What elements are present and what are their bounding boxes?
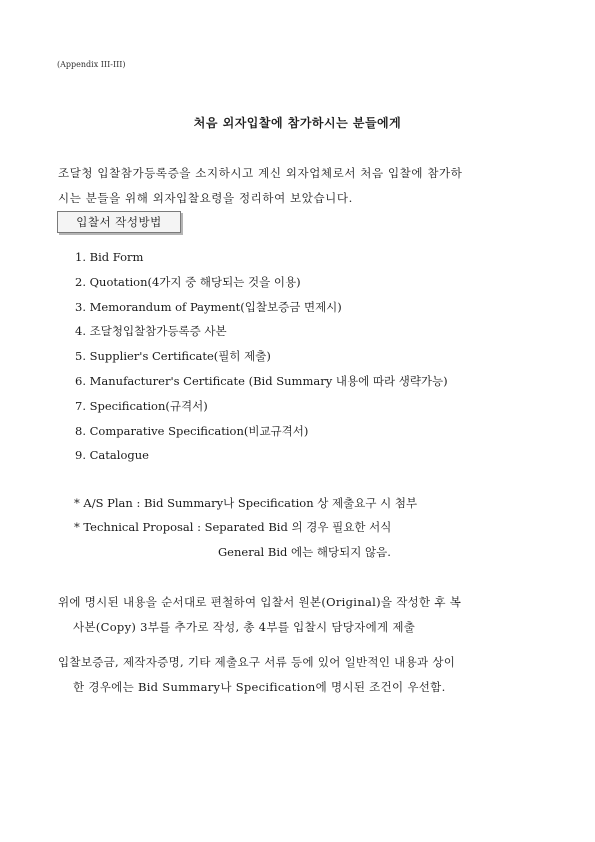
note-continuation: General Bid 에는 해당되지 않음. [218, 545, 391, 559]
list-item: 9. Catalogue [75, 448, 149, 463]
list-item: 8. Comparative Specification(비교규격서) [75, 423, 309, 438]
list-item: 4. 조달청입찰참가등록증 사본 [75, 324, 227, 339]
paragraph-line: 사본(Copy) 3부를 추가로 작성, 총 4부를 입찰시 담당자에게 제출 [73, 620, 416, 634]
intro-line: 조달청 입찰참가등록증을 소지하시고 계신 외자업체로서 처음 입찰에 참가하 [58, 166, 463, 180]
priority-paragraph [58, 650, 455, 700]
section-heading-box: 입찰서 작성방법 [57, 211, 181, 233]
paragraph-line: 입찰보증금, 제작자증명, 기타 제출요구 서류 등에 있어 일반적인 내용과 상이 [58, 655, 456, 669]
note-technical-proposal: * Technical Proposal : Separated Bid 의 경우 필요한 서식 [74, 520, 392, 534]
submission-paragraph [58, 590, 461, 640]
list-item: 6. Manufacturer's Certificate (Bid Summary 내용에 따라 생략가능) [75, 373, 448, 388]
required-documents-list [75, 247, 448, 470]
intro-paragraph [58, 161, 538, 211]
list-item: 3. Memorandum of Payment(입찰보증금 면제시) [75, 299, 342, 314]
paragraph-line: 위에 명시된 내용을 순서대로 편철하여 입찰서 원본(Original)을 작성한 후 복 [58, 595, 462, 609]
list-item: 1. Bid Form [75, 250, 144, 264]
page-title: 처음 외자입찰에 참가하시는 분들에게 [193, 116, 402, 130]
paragraph-line: 한 경우에는 Bid Summary나 Specification에 명시된 조건이 우선함. [73, 680, 446, 694]
list-item: 7. Specification(규격서) [75, 398, 208, 413]
intro-line: 시는 분들을 위해 외자입찰요령을 정리하여 보았습니다. [58, 191, 353, 205]
appendix-label: (Appendix III-III) [57, 60, 126, 69]
list-item: 5. Supplier's Certificate(필히 제출) [75, 349, 271, 364]
note-as-plan: * A/S Plan : Bid Summary나 Specification 상 제출요구 시 첨부 [74, 496, 418, 510]
list-item: 2. Quotation(4가지 중 해당되는 것을 이용) [75, 274, 301, 289]
notes-block [74, 495, 417, 543]
